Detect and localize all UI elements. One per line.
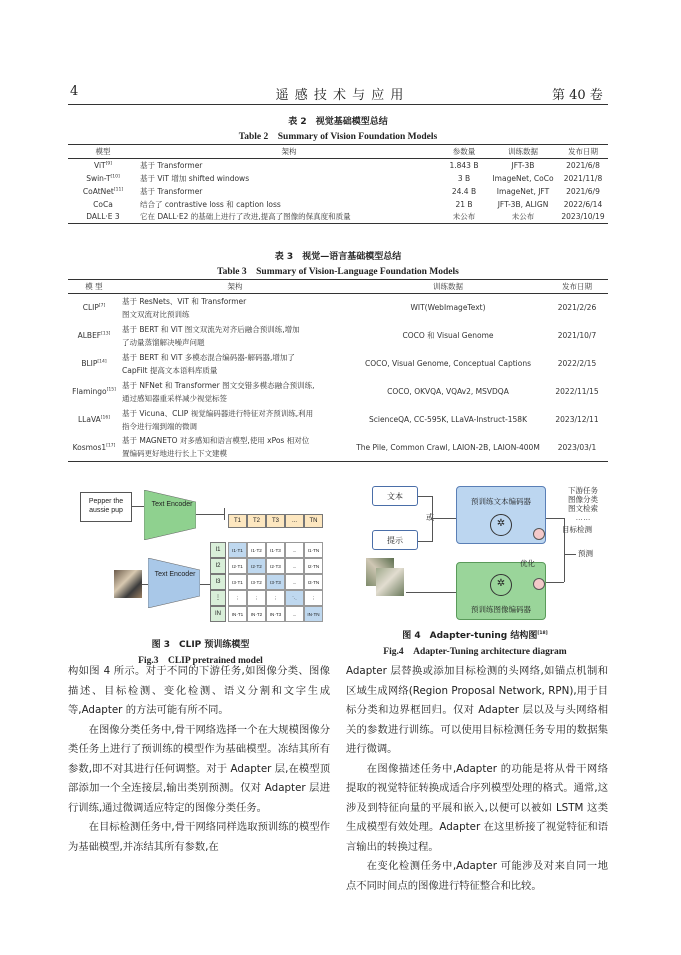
fig4-diagram <box>340 482 610 622</box>
date-cell: 2023/10/19 <box>558 211 608 224</box>
task-label: 图像分类 <box>568 495 598 504</box>
table-row <box>68 172 608 185</box>
arrow <box>200 584 210 585</box>
date-cell: 2023/03/1 <box>546 434 608 462</box>
fig3-caption-cn: 图 3 CLIP 预训练模型 <box>151 640 250 650</box>
col-header: 模 型 <box>68 280 120 294</box>
data-cell: The Pile, Common Crawl, LAION-2B, LAION-400M <box>350 434 546 462</box>
volume: 第 40 卷 <box>552 88 603 103</box>
col-header: 训练数据 <box>350 280 546 294</box>
arrow <box>564 554 576 555</box>
data-cell: ImageNet, CoCo <box>492 173 554 183</box>
similarity-cell: ⋮ <box>304 590 323 606</box>
similarity-cell: IN·TN <box>304 606 323 622</box>
similarity-cell: I2·T1 <box>228 558 247 574</box>
data-cell: 未公布 <box>488 211 558 224</box>
col-header: 参数量 <box>440 145 488 159</box>
arch-cell: 基于 ViT 增加 shifted windows <box>140 173 250 183</box>
params-cell: 1.843 B <box>449 160 479 170</box>
similarity-cell: I2·TN <box>304 558 323 574</box>
predict-label: 预测 <box>578 549 593 558</box>
table-row <box>68 434 608 462</box>
date-cell: 2023/12/11 <box>555 415 599 424</box>
arch-cell: 基于 BERT 和 ViT 多模态混合编码器-解码器,增加了 CapFilt 提高文本语料库质量 <box>122 352 295 375</box>
table2-caption-cn: 表 2 视觉基础模型总结 <box>288 117 388 127</box>
data-cell: COCO 和 Visual Genome <box>402 331 494 340</box>
similarity-cell: ... <box>285 542 304 558</box>
params-cell: 3 B <box>457 173 471 183</box>
similarity-cell: I1·T1 <box>228 542 247 558</box>
table3 <box>68 279 608 462</box>
data-cell: ScienceQA, CC-595K, LLaVA-Instruct-158K <box>369 415 527 424</box>
date-cell: 2021/6/9 <box>566 186 600 196</box>
text-box: 文本 <box>372 486 418 506</box>
fig3-diagram <box>68 486 333 631</box>
arch-cell: 基于 Vicuna、CLIP 视觉编码器进行特征对齐预训练,利用 指令进行端到端的微调 <box>122 408 314 431</box>
arch-cell: 基于 BERT 和 ViT 图文双流先对齐后融合预训练,增加 了动量蒸馏解决噪声问题 <box>122 324 300 347</box>
date-cell: 2022/6/14 <box>563 199 603 209</box>
arrow <box>224 508 225 520</box>
date-cell: 2021/11/8 <box>563 173 603 183</box>
adapter-icon <box>533 578 545 590</box>
dog-photo <box>114 570 142 598</box>
text-feature-cell: TN <box>304 514 323 528</box>
text-feature-cell: T3 <box>266 514 285 528</box>
date-cell: 2022/2/15 <box>557 359 597 368</box>
similarity-cell: IN·T3 <box>266 606 285 622</box>
model-cell: Kosmos1[17] <box>68 434 120 462</box>
similarity-cell: I2·T2 <box>247 558 266 574</box>
arch-cell: 基于 NFNet 和 Transformer 图文交错多模态融合预训练, 通过感知器重采样减少视觉标签 <box>122 380 315 403</box>
similarity-cell: I2·T3 <box>266 558 285 574</box>
table-row <box>68 211 608 224</box>
similarity-cell: ... <box>285 606 304 622</box>
table3-caption-en: Table 3 Summary of Vision-Language Foundation Models <box>217 267 459 277</box>
model-cell: BLIP[14] <box>81 359 107 368</box>
col-header: 发布日期 <box>546 280 608 294</box>
table2 <box>68 144 608 224</box>
date-cell: 2021/10/7 <box>557 331 597 340</box>
col-header: 训练数据 <box>488 145 558 159</box>
image-feature-cell: I3 <box>210 574 226 590</box>
model-cell: ViT[9] <box>93 160 112 170</box>
image-feature-cell: I2 <box>210 558 226 574</box>
similarity-cell: I1·T2 <box>247 542 266 558</box>
date-cell: 2022/11/15 <box>555 387 599 396</box>
table-row <box>68 322 608 350</box>
table2-caption-en: Table 2 Summary of Vision Foundation Models <box>238 132 438 142</box>
paragraph: 在图像分类任务中,骨干网络选择一个在大规模图像分类任务上进行了预训练的模型作为基础模型。冻结其所有参数,即不对其进行任何调整。对于 Adapter 层,在模型顶部添加一个全连接层,输出类别预测。仅对 Adapter 层进行训练,通过微调适应特定的图像分类任务。 <box>68 723 330 814</box>
data-cell: WIT(WebImageText) <box>410 303 486 313</box>
table3-header <box>68 280 608 294</box>
col-header: 发布日期 <box>558 145 608 159</box>
network-icon: ✲ <box>490 514 512 536</box>
model-cell: ALBEF[13] <box>77 331 111 340</box>
table2-header <box>68 145 608 159</box>
arch-cell: 基于 ResNets、ViT 和 Transformer 图文双流对比预训练 <box>122 296 247 319</box>
prompt-box: 提示 <box>372 530 418 550</box>
similarity-cell: ... <box>285 558 304 574</box>
text-feature-cell: ... <box>285 514 304 528</box>
data-cell: ImageNet, JFT <box>496 186 550 196</box>
caption-text: 图 4 Adapter-tuning 结构图 <box>402 631 538 641</box>
optimize-label: 优化 <box>520 559 535 568</box>
similarity-cell: I3·T3 <box>266 574 285 590</box>
arch-cell: 基于 Transformer <box>140 160 203 170</box>
table-row <box>68 159 608 172</box>
arch-cell: 结合了 contrastive loss 和 caption loss <box>140 199 281 209</box>
params-cell: 21 B <box>455 199 473 209</box>
col-header: 架构 <box>120 280 350 294</box>
model-cell: CoCa <box>93 199 113 209</box>
table-row <box>68 406 608 434</box>
similarity-cell: I3·TN <box>304 574 323 590</box>
adapter-icon <box>533 528 545 540</box>
page-number: 4 <box>70 84 79 99</box>
paragraph: 在变化检测任务中,Adapter 可能涉及对来自同一地点不同时间点的图像进行特征整合和比较。 <box>346 860 608 892</box>
left-column <box>68 662 330 857</box>
fig4-caption-cn <box>340 628 610 641</box>
similarity-cell: IN·T1 <box>228 606 247 622</box>
table-row <box>68 378 608 406</box>
similarity-cell: ⋱ <box>285 590 304 606</box>
text-input-box: Pepper the aussie pup <box>80 492 132 522</box>
table3-caption-cn: 表 3 视觉—语言基础模型总结 <box>274 252 402 262</box>
image-encoder-label: 预训练图像编码器 <box>471 605 531 614</box>
paragraph: 构如图 4 所示。对于不同的下游任务,如图像分类、图像描述、目标检测、变化检测、语义分割和文字生成等,Adapter 的方法可能有所不同。 <box>68 665 330 716</box>
data-cell: COCO, OKVQA, VQAv2, MSVDQA <box>387 387 509 396</box>
similarity-cell: I3·T2 <box>247 574 266 590</box>
downstream-tasks <box>558 486 608 522</box>
similarity-cell: ⋮ <box>247 590 266 606</box>
task-label: 下游任务 <box>568 486 598 495</box>
paragraph: 在图像描述任务中,Adapter 的功能是将从骨干网络提取的视觉特征转换成适合序列模型处理的格式。通常,这涉及到特征向量的平展和嵌入,以便可以被如 LSTM 这类生成模型有效处理。Adapter 在这里桥接了视觉特征和语言输出的转换过程。 <box>346 762 608 853</box>
similarity-cell: ⋮ <box>228 590 247 606</box>
network-icon: ✲ <box>490 574 512 596</box>
or-label: 或 <box>426 513 434 522</box>
col-header: 架构 <box>138 145 440 159</box>
date-cell: 2021/2/26 <box>557 303 597 313</box>
similarity-cell: IN·T2 <box>247 606 266 622</box>
col-header: 模型 <box>68 145 138 159</box>
image-feature-cell: I1 <box>210 542 226 558</box>
image-encoder-shape <box>148 558 200 608</box>
text-encoder-shape <box>144 490 196 540</box>
similarity-cell: I1·T3 <box>266 542 285 558</box>
caption-ref: [18] <box>537 631 548 636</box>
journal-title: 遥 感 技 术 与 应 用 <box>275 88 405 103</box>
arch-cell: 基于 MAGNETO 对多感知和语言模型,使用 xPos 相对位 置编码更好地进行长上下文建模 <box>120 434 350 462</box>
text-feature-cell: T2 <box>247 514 266 528</box>
similarity-cell: ⋮ <box>266 590 285 606</box>
model-cell: Flamingo[15] <box>72 387 116 396</box>
data-cell: JFT-3B <box>511 160 535 170</box>
arrow <box>406 592 456 593</box>
arrow <box>546 582 564 583</box>
satellite-photo-2 <box>376 568 404 596</box>
task-label: …… <box>575 513 591 522</box>
image-encoder-label: Text Encoder <box>154 571 196 578</box>
detection-label: 目标检测 <box>562 525 592 534</box>
model-cell: Swin-T[10] <box>86 173 120 183</box>
model-cell: DALL·E 3 <box>68 211 138 224</box>
arch-cell: 基于 Transformer <box>140 186 203 196</box>
paragraph: Adapter 层替换或添加目标检测的头网络,如锚点机制和区域生成网络(Region Proposal Network, RPN),用于目标分类和边界框回归。仅对 Adapter 层以及与头网络相关的参数进行训练。可以使用目标检测任务专用的数据集进行微调。 <box>346 665 608 755</box>
text-encoder-label: 预训练文本编码器 <box>471 497 531 506</box>
arrow <box>432 518 456 519</box>
model-cell: CLIP[7] <box>82 303 106 313</box>
table-row <box>68 294 608 322</box>
data-cell: JFT-3B, ALIGN <box>497 199 549 209</box>
paragraph: 在目标检测任务中,骨干网络同样选取预训练的模型作为基础模型,并冻结其所有参数,在 <box>68 821 330 853</box>
data-cell: COCO, Visual Genome, Conceptual Captions <box>365 359 531 368</box>
params-cell: 未公布 <box>440 211 488 224</box>
right-column <box>346 662 608 896</box>
table-row <box>68 198 608 211</box>
similarity-cell: I3·T1 <box>228 574 247 590</box>
text-feature-cell: T1 <box>228 514 247 528</box>
date-cell: 2021/6/8 <box>566 160 600 170</box>
similarity-cell: ... <box>285 574 304 590</box>
model-cell: CoAtNet[11] <box>82 186 124 196</box>
arch-cell: 它在 DALL·E2 的基础上进行了改进,提高了图像的保真度和质量 <box>138 211 440 224</box>
similarity-cell: I1·TN <box>304 542 323 558</box>
arrow <box>196 514 224 515</box>
task-label: 图文检索 <box>568 504 598 513</box>
model-cell: LLaVA[16] <box>78 415 110 424</box>
table-row <box>68 185 608 198</box>
fig4-caption-en: Fig.4 Adapter-Tuning architecture diagram <box>383 647 567 657</box>
bracket <box>418 496 433 542</box>
image-feature-cell: ⋮ <box>210 590 226 606</box>
header-rule <box>68 104 608 105</box>
image-feature-cell: IN <box>210 606 226 622</box>
params-cell: 24.4 B <box>451 186 477 196</box>
fig3-caption-en: Fig.3 CLIP pretrained model <box>138 656 263 666</box>
text-encoder-label: Text Encoder <box>151 501 193 508</box>
table-row <box>68 350 608 378</box>
